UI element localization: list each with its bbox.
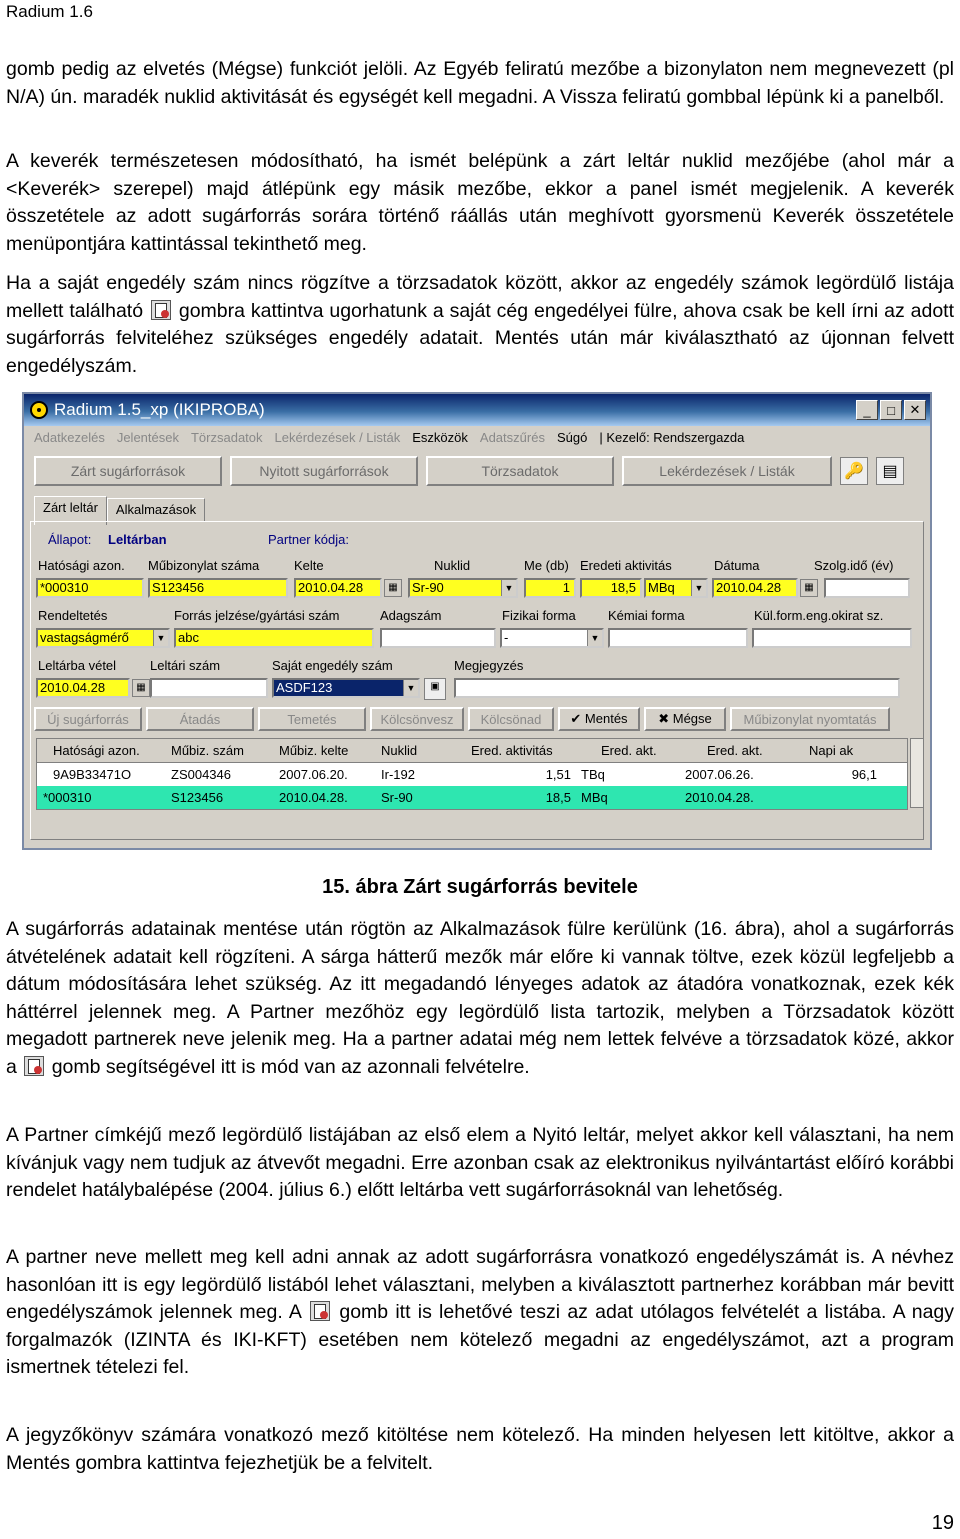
- paragraph-3: [6, 270, 954, 380]
- tab-closed-inventory[interactable]: Zárt leltár: [34, 496, 107, 525]
- label-chemical-form: Kémiai forma: [608, 608, 685, 623]
- batch-no-field[interactable]: [380, 628, 496, 648]
- chevron-down-icon: ▼: [691, 580, 706, 596]
- operator-label: | Kezelő: Rendszergazda: [599, 429, 745, 445]
- paragraph-6-part-b: gomb itt is lehetővé teszi az adat utólagos felvételét a listába. A nagy forgalmazók (IZINTA és IKI-KFT) esetében nem kötelező megadni az engedélyszámot, azt a program ismertnek tételezi fel.: [6, 1301, 955, 1379]
- label-physical-form: Fizikai forma: [502, 608, 576, 623]
- table-cell: 2007.06.26.: [685, 767, 754, 782]
- menu-item[interactable]: Lekérdezések / Listák: [274, 429, 401, 445]
- label-batch-no: Adagszám: [380, 608, 442, 623]
- table-cell: 2010.04.28.: [279, 790, 348, 805]
- app-screenshot: [22, 392, 932, 850]
- paragraph-2: A keverék természetesen módosítható, ha ismét belépünk a zárt leltár nuklid mezőjébe (ahol már a <Keverék> szerepel) majd átlépünk egy másik mezőbe, ekkor a panel ismét megjelenik. A keverék összetétele az adott sugárforrás sorára történő ráállás után meghívott gyorsmenü Keverék összetétele menüpontjára kattintással tekinthető meg.: [6, 150, 954, 255]
- activity-date-field[interactable]: 2010.04.28: [712, 578, 798, 598]
- paragraph-4-part-b: gomb segítségével itt is mód van az azonnali felvételre.: [51, 1055, 530, 1078]
- cancel-button[interactable]: ✖ Mégse: [644, 707, 726, 731]
- closed-sources-button[interactable]: Zárt sugárforrások: [34, 456, 222, 486]
- radiation-icon: [30, 401, 48, 419]
- paragraph-3-part-a: Ha a saját engedély szám nincs rögzítve a törzsadatok között, akkor az engedély számok legördülő listája mellett található: [6, 272, 954, 322]
- tab-applications[interactable]: Alkalmazások: [107, 498, 205, 522]
- label-special-form: Kül.form.eng.okirat sz.: [754, 608, 884, 623]
- paragraph-5: A Partner címkéjű mező legördülő listájában az első elem a Nyitó leltár, melyet akkor kell választani, ha nem kívánjuk vagy nem tudjuk az átvevőt megadni. Erre azonban csak az elektronikus nyilvántartást előíró korábbi rendelet hatálybalépése (2004. július 6.) előtt leltárba vett sugárforrásoknál van lehetőség.: [6, 1124, 954, 1202]
- table-cell: TBq: [581, 767, 605, 782]
- minimize-icon[interactable]: _: [856, 400, 878, 420]
- label-nuclide: Nuklid: [434, 558, 471, 573]
- label-certificate-no: Műbizonylat száma: [148, 558, 260, 573]
- paragraph-4: [6, 916, 954, 1082]
- table-scrollbar[interactable]: [910, 738, 924, 808]
- table-cell: 96,1: [851, 767, 877, 782]
- new-source-button[interactable]: Új sugárforrás: [34, 707, 142, 731]
- special-form-field[interactable]: [752, 628, 912, 648]
- unit-value: MBq: [648, 580, 675, 595]
- action-toolbar: [34, 707, 920, 733]
- menu-bar: [24, 426, 930, 448]
- table-cell: 2010.04.28.: [685, 790, 754, 805]
- table-cell: MBq: [581, 790, 608, 805]
- purpose-value: vastagságmérő: [40, 630, 129, 645]
- paragraph-1: gomb pedig az elvetés (Mégse) funkciót jelöli. Az Egyéb feliratú mezőbe a bizonylaton nem megnevezett (pl N/A) ún. maradék nuklid aktivitását és egységét kell megadni. A Vissza feliratú gombbal lépünk ki a panelből.: [6, 58, 954, 108]
- label-authority-id: Hatósági azon.: [38, 558, 125, 573]
- table-cell: 2007.06.20.: [279, 767, 348, 782]
- open-sources-button[interactable]: Nyitott sugárforrások: [230, 456, 418, 486]
- certificate-date-field[interactable]: 2010.04.28: [294, 578, 382, 598]
- running-header: Radium 1.6: [6, 2, 93, 21]
- partner-code-label: Partner kódja:: [268, 532, 349, 547]
- calendar-icon[interactable]: ▦: [800, 579, 818, 597]
- menu-item[interactable]: Adatkezelés: [34, 429, 105, 445]
- paragraph-6: [6, 1244, 954, 1382]
- table-cell: *000310: [43, 790, 92, 805]
- form-edit-icon[interactable]: ▣: [424, 678, 446, 700]
- table-header[interactable]: Ered. aktivitás: [471, 743, 553, 758]
- paragraph-3-part-b: gombra kattintva ugorhatunk a saját cég engedélyei fülre, ahova csak be kell írni az adott sugárforrás felviteléhez szükséges engedély adatait. Mentés után már kiválasztható az újonnan felvett engedélyszám.: [6, 299, 955, 377]
- form-edit-icon: [24, 1056, 44, 1076]
- table-header[interactable]: Napi ak: [809, 743, 854, 758]
- certificate-no-field[interactable]: S123456: [148, 578, 288, 598]
- menu-item[interactable]: Súgó: [556, 429, 588, 445]
- label-inventory-no: Leltári szám: [150, 658, 221, 673]
- inventory-date-field[interactable]: 2010.04.28: [36, 678, 130, 698]
- print-certificate-button[interactable]: Műbizonylat nyomtatás: [730, 707, 890, 731]
- key-icon[interactable]: 🔑: [840, 457, 868, 485]
- form-edit-icon: [151, 300, 171, 320]
- menu-item[interactable]: Törzsadatok: [190, 429, 263, 445]
- page-number: 19: [931, 1512, 954, 1534]
- table-cell: ZS004346: [171, 767, 231, 782]
- window-title: Radium 1.5_xp (IKIPROBA): [54, 400, 265, 419]
- form-edit-icon: [310, 1301, 330, 1321]
- table-cell: 9A9B33471O: [53, 767, 132, 782]
- inventory-no-field[interactable]: [150, 678, 268, 698]
- label-activity-date: Dátuma: [714, 558, 760, 573]
- chevron-down-icon: ▼: [587, 630, 602, 646]
- figure-caption: 15. ábra Zárt sugárforrás bevitele: [322, 876, 638, 898]
- window-titlebar: [24, 394, 930, 426]
- chevron-down-icon: ▼: [501, 580, 516, 596]
- activity-field[interactable]: 18,5: [580, 578, 642, 598]
- status-label: Állapot:: [48, 532, 92, 547]
- unit-select[interactable]: [644, 578, 708, 598]
- label-inventory-date: Leltárba vétel: [38, 658, 117, 673]
- source-mark-field[interactable]: abc: [174, 628, 374, 648]
- borrow-button[interactable]: Kölcsönvesz: [370, 707, 464, 731]
- own-license-value: ASDF123: [276, 680, 333, 695]
- table-header[interactable]: Műbiz. kelte: [279, 743, 349, 758]
- label-service-life: Szolg.idő (év): [814, 558, 894, 573]
- menu-item[interactable]: Eszközök: [412, 429, 468, 445]
- calendar-icon[interactable]: ▦: [384, 579, 402, 597]
- chemical-form-field[interactable]: [608, 628, 748, 648]
- label-date: Kelte: [294, 558, 324, 573]
- save-button[interactable]: ✔ Mentés: [558, 707, 640, 731]
- transfer-button[interactable]: Átadás: [146, 707, 254, 731]
- calendar-icon[interactable]: ▦: [132, 679, 150, 697]
- chevron-down-icon: ▼: [403, 680, 418, 696]
- lend-button[interactable]: Kölcsönad: [468, 707, 554, 731]
- nuclide-select[interactable]: [408, 578, 518, 598]
- maximize-icon[interactable]: □: [880, 400, 902, 420]
- table-header-row: [37, 739, 907, 763]
- close-icon[interactable]: ✕: [904, 400, 926, 420]
- comment-field[interactable]: [454, 678, 900, 698]
- table-header[interactable]: Hatósági azon.: [53, 743, 140, 758]
- table-header[interactable]: Ered. akt.: [707, 743, 763, 758]
- status-value: Leltárban: [108, 532, 167, 547]
- table-cell: S123456: [171, 790, 224, 805]
- window-icon[interactable]: ▤: [876, 457, 904, 485]
- label-source-mark: Forrás jelzése/gyártási szám: [174, 608, 340, 623]
- main-toolbar: [34, 452, 920, 490]
- physical-form-select[interactable]: [500, 628, 604, 648]
- tab-strip: [34, 498, 205, 522]
- queries-button[interactable]: Lekérdezések / Listák: [622, 456, 832, 486]
- label-quantity: Me (db): [524, 558, 569, 573]
- physical-form-value: -: [504, 630, 509, 645]
- table-header[interactable]: Nuklid: [381, 743, 418, 758]
- own-license-select[interactable]: [272, 678, 420, 698]
- table-cell: 18,5: [545, 790, 571, 805]
- table-header[interactable]: Ered. akt.: [601, 743, 657, 758]
- table-row[interactable]: [37, 763, 907, 786]
- burial-button[interactable]: Temetés: [258, 707, 366, 731]
- label-own-license: Saját engedély szám: [272, 658, 393, 673]
- nuclide-value: Sr-90: [412, 580, 444, 595]
- master-data-button[interactable]: Törzsadatok: [426, 456, 614, 486]
- chevron-down-icon: ▼: [153, 630, 168, 646]
- paragraph-4-part-a: A sugárforrás adatainak mentése után rögtön az Alkalmazások fülre kerülünk (16. ábra), ahol a sugárforrás átvételének adatait kell rögzíteni. A sárga hátterű mezők már előre ki vannak töltve, ezek közül legfeljebb a dátum módosítására lehet szükség. Az itt megadandó lényeges adatok az átadóra vonatkoznak, ezek kék háttérrel jelennek meg. A Partner mezőhöz egy legördülő lista tartozik, melyben a Törzsadatok között megadott partnerek neve jelenik meg. Ha a partner adatai még nem lettek felvéve a törzsadatok közé, akkor a: [6, 918, 954, 1078]
- label-purpose: Rendeltetés: [38, 608, 108, 623]
- label-comment: Megjegyzés: [454, 658, 524, 673]
- authority-id-field[interactable]: *000310: [36, 578, 144, 598]
- menu-item[interactable]: Jelentések: [116, 429, 179, 445]
- service-life-field[interactable]: [824, 578, 910, 598]
- table-header[interactable]: Műbiz. szám: [171, 743, 244, 758]
- table-cell: 1,51: [545, 767, 571, 782]
- paragraph-6-part-a: A partner neve mellett meg kell adni annak az adott sugárforrásra vonatkozó engedélyszámát is. A névhez hasonlóan itt is egy legördülő listából lehet választani, melyben a kiválasztott partnerhez korábban már bevitt engedélyszámok jelennek meg. A: [6, 1246, 954, 1324]
- label-original-activity: Eredeti aktivitás: [580, 558, 672, 573]
- menu-item[interactable]: Adatszűrés: [479, 429, 545, 445]
- purpose-select[interactable]: [36, 628, 170, 648]
- sources-table: [36, 738, 908, 810]
- table-cell: Ir-192: [381, 767, 415, 782]
- quantity-field[interactable]: 1: [524, 578, 576, 598]
- paragraph-7: A jegyzőkönyv számára vonatkozó mező kitöltése nem kötelező. Ha minden helyesen lett kitöltve, akkor a Mentés gombra kattintva fejezhetjük be a felvitelt.: [6, 1424, 954, 1474]
- table-cell: Sr-90: [381, 790, 413, 805]
- table-row-selected[interactable]: [37, 786, 907, 809]
